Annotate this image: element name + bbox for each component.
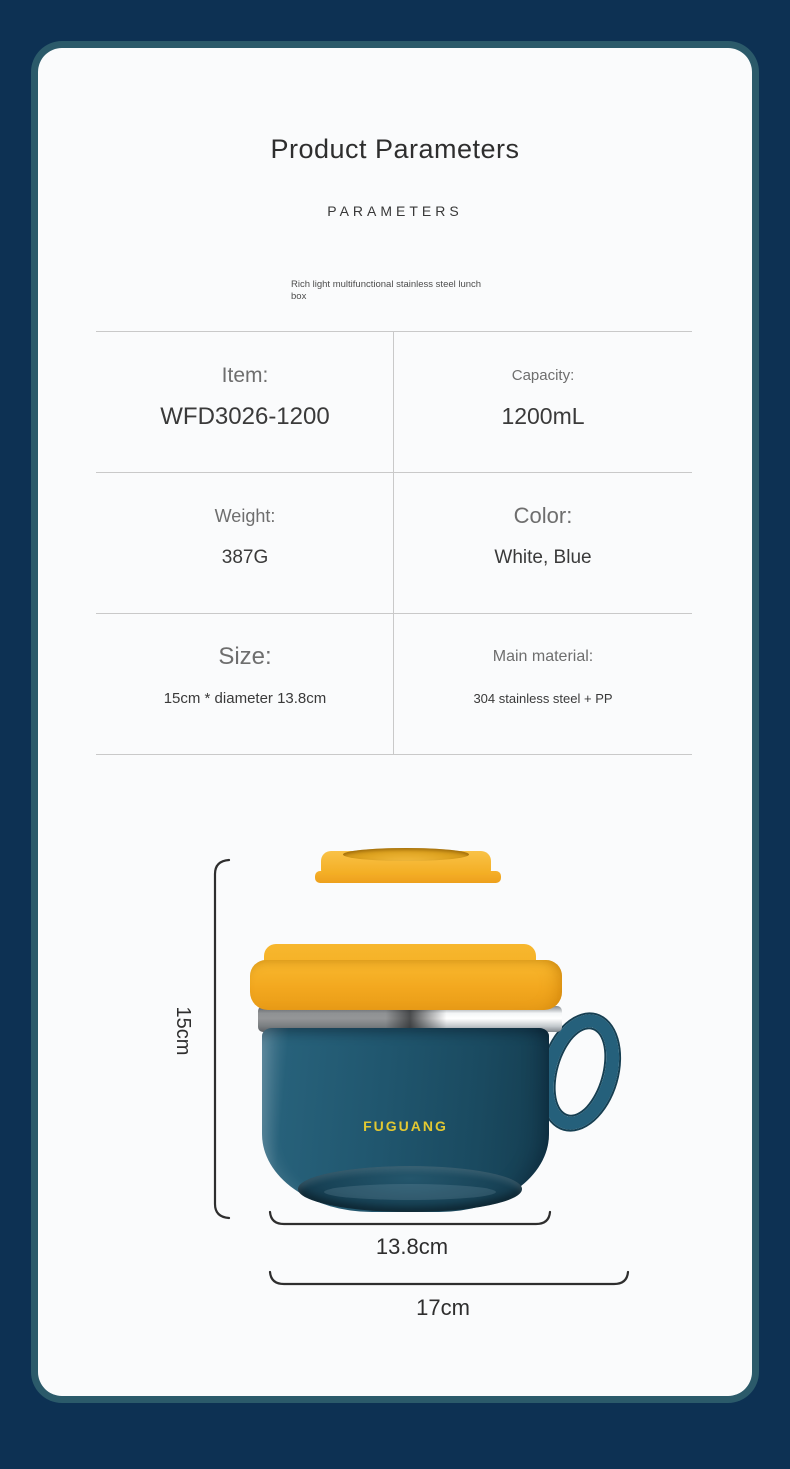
width-dimension-bracket <box>268 1270 630 1286</box>
cell-value: 15cm * diameter 13.8cm <box>163 690 327 707</box>
product-description: Rich light multifunctional stainless steel lunch box <box>291 279 482 302</box>
cell-value: 304 stainless steel + PP <box>473 691 613 706</box>
diameter-dimension-label: 13.8cm <box>375 1234 449 1259</box>
product-parameters-card <box>38 48 752 1396</box>
width-dimension-label: 17cm <box>416 1295 470 1320</box>
mug-base-highlight <box>324 1184 496 1200</box>
lid-knob-opening <box>343 848 469 861</box>
product-figure <box>38 48 752 1396</box>
diameter-dimension-bracket <box>268 1210 552 1226</box>
lid-skirt <box>250 960 562 1010</box>
cell-label: Main material: <box>492 648 594 665</box>
cell-label: Color: <box>513 503 573 528</box>
cell-value: White, Blue <box>494 547 592 568</box>
height-dimension-line <box>205 858 231 1220</box>
page-subtitle: PARAMETERS <box>327 203 463 219</box>
cell-value: WFD3026-1200 <box>160 403 330 430</box>
height-dimension-label: 15cm <box>172 1006 194 1056</box>
brand-logo: FUGUANG <box>363 1118 448 1134</box>
cell-label: Item: <box>221 364 269 387</box>
cell-label: Weight: <box>214 506 276 526</box>
cell-value: 387G <box>221 547 269 568</box>
cell-label: Capacity: <box>511 367 575 384</box>
cell-label: Size: <box>218 643 272 670</box>
cell-value: 1200mL <box>501 403 585 429</box>
page-title: Product Parameters <box>270 134 520 164</box>
